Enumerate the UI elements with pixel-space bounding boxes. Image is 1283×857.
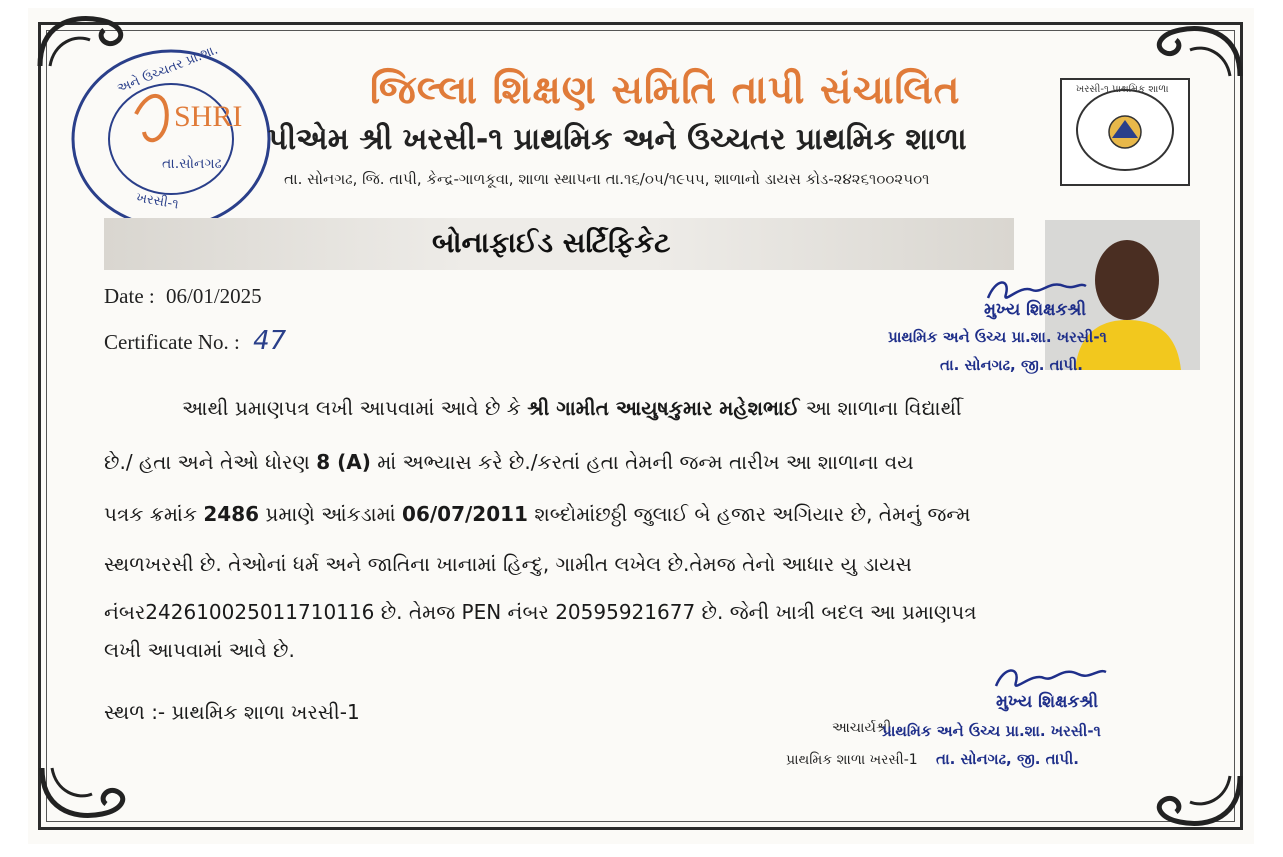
body-text: માં અભ્યાસ કરે છે./કરતાં હતા તેમની જન્મ તારીખ આ શાળાના વય [370, 450, 914, 474]
corner-ornament-top-right [1140, 14, 1250, 84]
body-text: છે./ હતા અને તેઓ ધોરણ [104, 450, 317, 474]
date-label: Date : [104, 284, 155, 308]
header-address-line: તા. સોનગઢ, જિ. તાપી, કેન્દ્ર-ગાળકૂવા, શાળા સ્થાપના તા.૧૬/૦૫/૧૯૫૫, શાળાનો ડાયસ કોડ-૨૪૨૬૧૦૦૨૫૦૧ [284, 170, 930, 188]
signature-top-place: તા. સોનગઢ, જી. તાપી. [940, 356, 1083, 374]
body-text: પત્રક ક્રમાંક [104, 502, 204, 526]
signature-scribble-bottom [990, 660, 1110, 696]
signature-bottom-place: તા. સોનગઢ, જી. તાપી. [936, 750, 1079, 768]
school-logo [1060, 78, 1190, 186]
body-line-6: લખી આપવામાં આવે છે. [104, 638, 295, 662]
certificate-number-label: Certificate No. : [104, 330, 240, 354]
body-text: પ્રમાણે આંકડામાં [259, 502, 403, 526]
certificate-number-row [104, 326, 286, 356]
corner-ornament-bottom-right [1140, 770, 1250, 840]
certificate-title: બોનાફાઈડ સર્ટિફિકેટ [432, 226, 671, 259]
certificate-number-value: 47 [253, 326, 287, 356]
stamp-bottom-text: ખરસી-૧ [135, 190, 180, 213]
signature-bottom-school: પ્રાથમિક અને ઉચ્ચ પ્રા.શા. ખરસી-૧ [882, 722, 1101, 740]
body-text: આ શાળાના વિદ્યાર્થી [799, 396, 962, 420]
stamp-top-text: અને ઉચ્ચતર પ્રા.શા. [115, 42, 221, 97]
standard-value: 8 (A) [316, 450, 371, 474]
body-line-1 [182, 396, 962, 420]
signature-top-school: પ્રાથમિક અને ઉચ્ચ પ્રા.શા. ખરસી-૧ [888, 328, 1107, 346]
body-line-2 [104, 450, 914, 474]
date-value: 06/01/2025 [165, 284, 262, 308]
footer-school-small: પ્રાથમિક શાળા ખરસી-1 [786, 752, 918, 768]
signature-top-title: મુખ્ય શિક્ષકશ્રી [984, 300, 1087, 320]
signature-bottom-title: મુખ્ય શિક્ષકશ્રી [996, 692, 1099, 712]
logo-text: ખરસી-૧ પ્રાથમિક શાળા [1076, 84, 1169, 95]
birth-date: 06/07/2011 [402, 502, 528, 526]
header-district-line: જિલ્લા શિક્ષણ સમિતિ તાપી સંચાલિત [370, 68, 961, 113]
school-round-stamp [66, 44, 276, 234]
body-line-5: નંબર242610025011710116 છે. તેમજ PEN નંબર 20595921677 છે. જેની ખાત્રી બદલ આ પ્રમાણપત્ર [104, 600, 977, 624]
body-text: આથી પ્રમાણપત્ર લખી આપવામાં આવે છે કે [182, 396, 528, 420]
stamp-inner-text: તા.સોનગઢ [162, 156, 222, 172]
stamp-center-text: SHRI [174, 100, 243, 133]
body-line-4: સ્થળખરસી છે. તેઓનાં ધર્મ અને જાતિના ખાનામાં હિન્દુ, ગામીત લખેલ છે.તેમજ તેનો આધાર યુ ડાયસ [104, 552, 912, 576]
student-name: શ્રી ગામીત આયુષકુમાર મહેશભાઈ [527, 396, 800, 420]
acharya-label: આચાર્યશ્રી [832, 720, 892, 736]
body-line-3 [104, 502, 971, 526]
header-school-name: પીએમ શ્રી ખરસી-૧ પ્રાથમિક અને ઉચ્ચતર પ્રાથમિક શાળા [268, 122, 967, 157]
place-line: સ્થળ :- પ્રાથમિક શાળા ખરસી-1 [104, 700, 360, 724]
register-number: 2486 [203, 502, 260, 526]
date-row [104, 284, 262, 309]
body-text: શબ્દોમાંછઠ્ઠી જુલાઈ બે હજાર અગિયાર છે, તેમનું જન્મ [527, 502, 971, 526]
corner-ornament-bottom-left [32, 760, 142, 830]
